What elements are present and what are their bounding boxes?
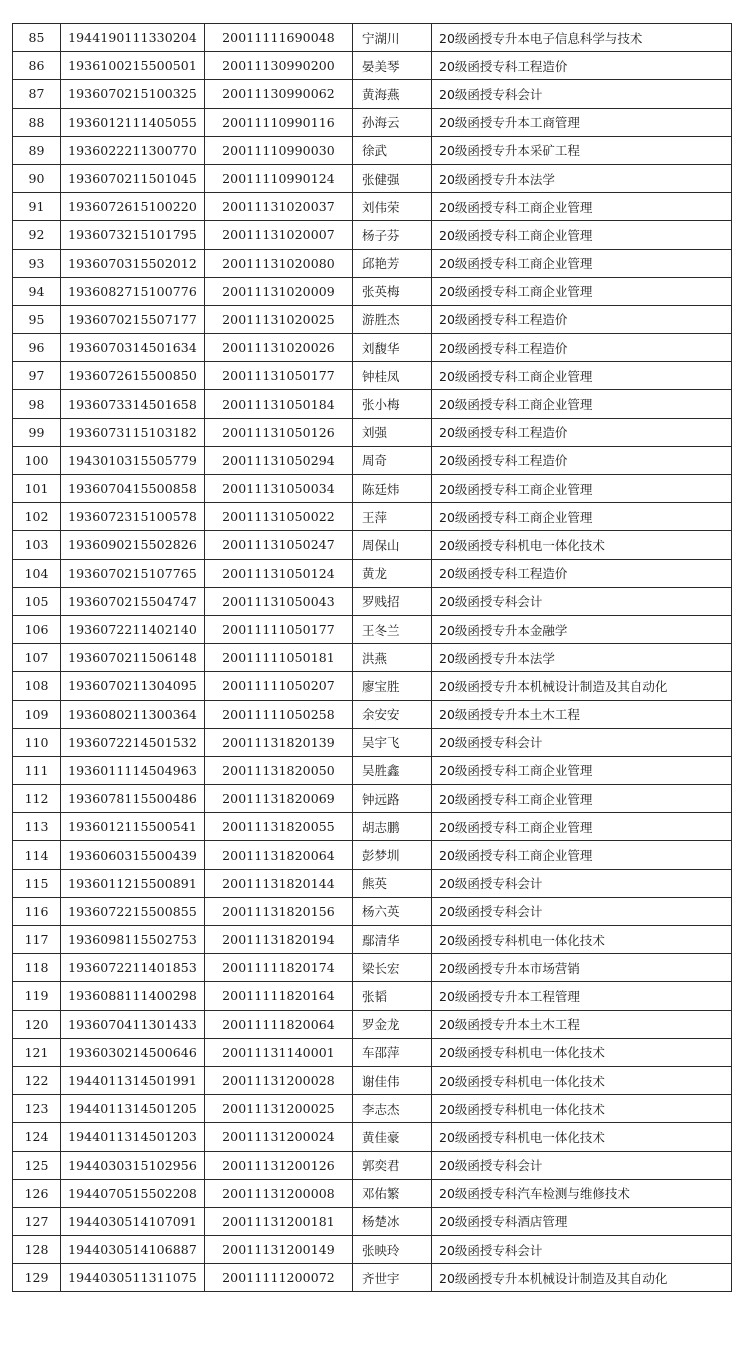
student-id-cell: 20011131050022 bbox=[204, 503, 352, 530]
student-name-cell: 张映玲 bbox=[352, 1236, 431, 1263]
program-name-cell: 20级函授专科工程造价 bbox=[431, 419, 731, 446]
program-name-cell: 20级函授专科机电一体化技术 bbox=[431, 1123, 731, 1150]
row-number-cell: 97 bbox=[12, 362, 60, 389]
row-number-cell: 106 bbox=[12, 616, 60, 643]
exam-id-cell: 1936072615500850 bbox=[60, 362, 204, 389]
exam-id-cell: 1944030514107091 bbox=[60, 1208, 204, 1235]
student-name-cell: 李志杰 bbox=[352, 1095, 431, 1122]
program-name-cell: 20级函授专科机电一体化技术 bbox=[431, 1067, 731, 1094]
exam-id-cell: 1936072211402140 bbox=[60, 616, 204, 643]
table-row bbox=[12, 165, 732, 193]
student-id-cell: 20011131820194 bbox=[204, 926, 352, 953]
exam-id-cell: 1936073115103182 bbox=[60, 419, 204, 446]
row-number-cell: 129 bbox=[12, 1264, 60, 1291]
program-name-cell: 20级函授专升本机械设计制造及其自动化 bbox=[431, 672, 731, 699]
student-id-cell: 20011111050181 bbox=[204, 644, 352, 671]
table-row bbox=[12, 1264, 732, 1292]
student-id-cell: 20011131200008 bbox=[204, 1180, 352, 1207]
student-id-cell: 20011131200025 bbox=[204, 1095, 352, 1122]
table-row bbox=[12, 306, 732, 334]
row-number-cell: 119 bbox=[12, 982, 60, 1009]
table-row bbox=[12, 1152, 732, 1180]
exam-id-cell: 1936012115500541 bbox=[60, 813, 204, 840]
program-name-cell: 20级函授专科工商企业管理 bbox=[431, 785, 731, 812]
table-row bbox=[12, 362, 732, 390]
table-row bbox=[12, 560, 732, 588]
student-name-cell: 宁湖川 bbox=[352, 24, 431, 51]
exam-id-cell: 1936070211501045 bbox=[60, 165, 204, 192]
row-number-cell: 109 bbox=[12, 701, 60, 728]
program-name-cell: 20级函授专升本金融学 bbox=[431, 616, 731, 643]
student-name-cell: 孙海云 bbox=[352, 109, 431, 136]
exam-id-cell: 1944030315102956 bbox=[60, 1152, 204, 1179]
student-id-cell: 20011131020009 bbox=[204, 278, 352, 305]
table-row bbox=[12, 926, 732, 954]
exam-id-cell: 1936078115500486 bbox=[60, 785, 204, 812]
row-number-cell: 115 bbox=[12, 870, 60, 897]
table-row bbox=[12, 701, 732, 729]
student-id-cell: 20011131140001 bbox=[204, 1039, 352, 1066]
exam-id-cell: 1936070215504747 bbox=[60, 588, 204, 615]
student-id-cell: 20011131820139 bbox=[204, 729, 352, 756]
table-row bbox=[12, 390, 732, 418]
exam-id-cell: 1936100215500501 bbox=[60, 52, 204, 79]
row-number-cell: 120 bbox=[12, 1011, 60, 1038]
table-row bbox=[12, 475, 732, 503]
program-name-cell: 20级函授专科会计 bbox=[431, 588, 731, 615]
row-number-cell: 86 bbox=[12, 52, 60, 79]
program-name-cell: 20级函授专科机电一体化技术 bbox=[431, 1039, 731, 1066]
table-row bbox=[12, 1095, 732, 1123]
table-row bbox=[12, 1123, 732, 1151]
table-row bbox=[12, 531, 732, 559]
exam-id-cell: 1936080211300364 bbox=[60, 701, 204, 728]
row-number-cell: 100 bbox=[12, 447, 60, 474]
table-row bbox=[12, 898, 732, 926]
table-row bbox=[12, 334, 732, 362]
student-id-cell: 20011111690048 bbox=[204, 24, 352, 51]
program-name-cell: 20级函授专升本土木工程 bbox=[431, 701, 731, 728]
table-row bbox=[12, 644, 732, 672]
student-name-cell: 梁长宏 bbox=[352, 954, 431, 981]
student-name-cell: 钟远路 bbox=[352, 785, 431, 812]
student-id-cell: 20011131050034 bbox=[204, 475, 352, 502]
program-name-cell: 20级函授专升本工程管理 bbox=[431, 982, 731, 1009]
exam-id-cell: 1936070215107765 bbox=[60, 560, 204, 587]
row-number-cell: 94 bbox=[12, 278, 60, 305]
program-name-cell: 20级函授专科机电一体化技术 bbox=[431, 1095, 731, 1122]
exam-id-cell: 1936030214500646 bbox=[60, 1039, 204, 1066]
student-name-cell: 杨六英 bbox=[352, 898, 431, 925]
student-name-cell: 钟桂凤 bbox=[352, 362, 431, 389]
row-number-cell: 88 bbox=[12, 109, 60, 136]
student-id-cell: 20011131200028 bbox=[204, 1067, 352, 1094]
student-id-cell: 20011131200126 bbox=[204, 1152, 352, 1179]
program-name-cell: 20级函授专科机电一体化技术 bbox=[431, 531, 731, 558]
table-row bbox=[12, 221, 732, 249]
program-name-cell: 20级函授专科工商企业管理 bbox=[431, 757, 731, 784]
exam-id-cell: 1944190111330204 bbox=[60, 24, 204, 51]
student-name-cell: 王萍 bbox=[352, 503, 431, 530]
table-row bbox=[12, 729, 732, 757]
student-id-cell: 20011111820174 bbox=[204, 954, 352, 981]
student-id-cell: 20011131050294 bbox=[204, 447, 352, 474]
student-id-cell: 20011131200181 bbox=[204, 1208, 352, 1235]
table-row bbox=[12, 616, 732, 644]
student-name-cell: 郭奕君 bbox=[352, 1152, 431, 1179]
program-name-cell: 20级函授专科工程造价 bbox=[431, 52, 731, 79]
row-number-cell: 124 bbox=[12, 1123, 60, 1150]
table-row bbox=[12, 52, 732, 80]
table-row bbox=[12, 1067, 732, 1095]
row-number-cell: 89 bbox=[12, 137, 60, 164]
exam-id-cell: 1936070211304095 bbox=[60, 672, 204, 699]
student-name-cell: 齐世宇 bbox=[352, 1264, 431, 1291]
student-id-cell: 20011131020080 bbox=[204, 250, 352, 277]
exam-id-cell: 1936070215100325 bbox=[60, 80, 204, 107]
student-name-cell: 谢佳伟 bbox=[352, 1067, 431, 1094]
row-number-cell: 122 bbox=[12, 1067, 60, 1094]
exam-id-cell: 1936070215507177 bbox=[60, 306, 204, 333]
row-number-cell: 85 bbox=[12, 24, 60, 51]
exam-id-cell: 1936088111400298 bbox=[60, 982, 204, 1009]
exam-id-cell: 1936022211300770 bbox=[60, 137, 204, 164]
row-number-cell: 103 bbox=[12, 531, 60, 558]
exam-id-cell: 1944011314501991 bbox=[60, 1067, 204, 1094]
program-name-cell: 20级函授专科工商企业管理 bbox=[431, 475, 731, 502]
student-name-cell: 吴宇飞 bbox=[352, 729, 431, 756]
student-name-cell: 彭梦圳 bbox=[352, 841, 431, 868]
student-id-cell: 20011111050177 bbox=[204, 616, 352, 643]
program-name-cell: 20级函授专科会计 bbox=[431, 80, 731, 107]
program-name-cell: 20级函授专科会计 bbox=[431, 1152, 731, 1179]
program-name-cell: 20级函授专科工商企业管理 bbox=[431, 362, 731, 389]
row-number-cell: 125 bbox=[12, 1152, 60, 1179]
row-number-cell: 128 bbox=[12, 1236, 60, 1263]
row-number-cell: 118 bbox=[12, 954, 60, 981]
student-name-cell: 张韬 bbox=[352, 982, 431, 1009]
exam-id-cell: 1936090215502826 bbox=[60, 531, 204, 558]
row-number-cell: 92 bbox=[12, 221, 60, 248]
student-id-cell: 20011110990030 bbox=[204, 137, 352, 164]
program-name-cell: 20级函授专科工商企业管理 bbox=[431, 221, 731, 248]
student-id-cell: 20011131050043 bbox=[204, 588, 352, 615]
exam-id-cell: 1936072215500855 bbox=[60, 898, 204, 925]
program-name-cell: 20级函授专升本土木工程 bbox=[431, 1011, 731, 1038]
student-name-cell: 张健强 bbox=[352, 165, 431, 192]
student-id-cell: 20011131820144 bbox=[204, 870, 352, 897]
student-name-cell: 胡志鹏 bbox=[352, 813, 431, 840]
row-number-cell: 123 bbox=[12, 1095, 60, 1122]
student-id-cell: 20011131020026 bbox=[204, 334, 352, 361]
exam-id-cell: 1936011114504963 bbox=[60, 757, 204, 784]
row-number-cell: 91 bbox=[12, 193, 60, 220]
exam-id-cell: 1936070315502012 bbox=[60, 250, 204, 277]
row-number-cell: 96 bbox=[12, 334, 60, 361]
student-name-cell: 余安安 bbox=[352, 701, 431, 728]
table-row bbox=[12, 1180, 732, 1208]
student-name-cell: 刘馥华 bbox=[352, 334, 431, 361]
row-number-cell: 127 bbox=[12, 1208, 60, 1235]
exam-id-cell: 1944011314501205 bbox=[60, 1095, 204, 1122]
student-name-cell: 车邵萍 bbox=[352, 1039, 431, 1066]
exam-id-cell: 1936098115502753 bbox=[60, 926, 204, 953]
table-row bbox=[12, 447, 732, 475]
student-name-cell: 杨子芬 bbox=[352, 221, 431, 248]
student-name-cell: 吴胜鑫 bbox=[352, 757, 431, 784]
table-row bbox=[12, 419, 732, 447]
program-name-cell: 20级函授专科工商企业管理 bbox=[431, 841, 731, 868]
table-row bbox=[12, 137, 732, 165]
student-id-cell: 20011131820050 bbox=[204, 757, 352, 784]
program-name-cell: 20级函授专科工程造价 bbox=[431, 560, 731, 587]
student-name-cell: 晏美琴 bbox=[352, 52, 431, 79]
student-id-cell: 20011111050207 bbox=[204, 672, 352, 699]
row-number-cell: 126 bbox=[12, 1180, 60, 1207]
exam-id-cell: 1936070314501634 bbox=[60, 334, 204, 361]
program-name-cell: 20级函授专科会计 bbox=[431, 1236, 731, 1263]
row-number-cell: 113 bbox=[12, 813, 60, 840]
row-number-cell: 101 bbox=[12, 475, 60, 502]
student-id-cell: 20011110990124 bbox=[204, 165, 352, 192]
exam-id-cell: 1936082715100776 bbox=[60, 278, 204, 305]
student-id-cell: 20011131050177 bbox=[204, 362, 352, 389]
student-name-cell: 鄢清华 bbox=[352, 926, 431, 953]
row-number-cell: 117 bbox=[12, 926, 60, 953]
program-name-cell: 20级函授专科工商企业管理 bbox=[431, 193, 731, 220]
student-name-cell: 张小梅 bbox=[352, 390, 431, 417]
row-number-cell: 114 bbox=[12, 841, 60, 868]
student-id-cell: 20011131820156 bbox=[204, 898, 352, 925]
program-name-cell: 20级函授专升本机械设计制造及其自动化 bbox=[431, 1264, 731, 1291]
exam-id-cell: 1936073215101795 bbox=[60, 221, 204, 248]
student-name-cell: 黄海燕 bbox=[352, 80, 431, 107]
row-number-cell: 87 bbox=[12, 80, 60, 107]
exam-id-cell: 1936072615100220 bbox=[60, 193, 204, 220]
program-name-cell: 20级函授专科会计 bbox=[431, 729, 731, 756]
row-number-cell: 121 bbox=[12, 1039, 60, 1066]
table-row bbox=[12, 982, 732, 1010]
exam-id-cell: 1944030511311075 bbox=[60, 1264, 204, 1291]
row-number-cell: 90 bbox=[12, 165, 60, 192]
student-name-cell: 王冬兰 bbox=[352, 616, 431, 643]
table-row bbox=[12, 109, 732, 137]
table-row bbox=[12, 193, 732, 221]
table-row bbox=[12, 1236, 732, 1264]
student-id-cell: 20011131020037 bbox=[204, 193, 352, 220]
table-row bbox=[12, 278, 732, 306]
row-number-cell: 111 bbox=[12, 757, 60, 784]
student-name-cell: 黄佳豪 bbox=[352, 1123, 431, 1150]
program-name-cell: 20级函授专科机电一体化技术 bbox=[431, 926, 731, 953]
exam-id-cell: 1936070415500858 bbox=[60, 475, 204, 502]
program-name-cell: 20级函授专科工程造价 bbox=[431, 334, 731, 361]
program-name-cell: 20级函授专科汽车检测与维修技术 bbox=[431, 1180, 731, 1207]
student-name-cell: 刘强 bbox=[352, 419, 431, 446]
exam-id-cell: 1936072211401853 bbox=[60, 954, 204, 981]
exam-id-cell: 1936073314501658 bbox=[60, 390, 204, 417]
row-number-cell: 98 bbox=[12, 390, 60, 417]
program-name-cell: 20级函授专科工程造价 bbox=[431, 447, 731, 474]
table-row bbox=[12, 785, 732, 813]
row-number-cell: 110 bbox=[12, 729, 60, 756]
student-id-cell: 20011131050184 bbox=[204, 390, 352, 417]
program-name-cell: 20级函授专科工商企业管理 bbox=[431, 278, 731, 305]
student-name-cell: 廖宝胜 bbox=[352, 672, 431, 699]
row-number-cell: 104 bbox=[12, 560, 60, 587]
student-id-cell: 20011131050247 bbox=[204, 531, 352, 558]
student-name-cell: 邱艳芳 bbox=[352, 250, 431, 277]
student-id-cell: 20011131820055 bbox=[204, 813, 352, 840]
program-name-cell: 20级函授专升本电子信息科学与技术 bbox=[431, 24, 731, 51]
student-name-cell: 洪燕 bbox=[352, 644, 431, 671]
table-row bbox=[12, 1208, 732, 1236]
program-name-cell: 20级函授专科工商企业管理 bbox=[431, 390, 731, 417]
exam-id-cell: 1943010315505779 bbox=[60, 447, 204, 474]
row-number-cell: 93 bbox=[12, 250, 60, 277]
student-name-cell: 周保山 bbox=[352, 531, 431, 558]
student-name-cell: 周奇 bbox=[352, 447, 431, 474]
table-row bbox=[12, 1011, 732, 1039]
program-name-cell: 20级函授专科工商企业管理 bbox=[431, 503, 731, 530]
table-row bbox=[12, 24, 732, 52]
exam-id-cell: 1936012111405055 bbox=[60, 109, 204, 136]
student-id-cell: 20011131050126 bbox=[204, 419, 352, 446]
program-name-cell: 20级函授专科工商企业管理 bbox=[431, 250, 731, 277]
table-row bbox=[12, 250, 732, 278]
student-id-cell: 20011110990116 bbox=[204, 109, 352, 136]
exam-id-cell: 1936011215500891 bbox=[60, 870, 204, 897]
table-row bbox=[12, 588, 732, 616]
exam-id-cell: 1936060315500439 bbox=[60, 841, 204, 868]
program-name-cell: 20级函授专升本法学 bbox=[431, 165, 731, 192]
student-id-cell: 20011131020007 bbox=[204, 221, 352, 248]
student-name-cell: 杨楚冰 bbox=[352, 1208, 431, 1235]
student-id-cell: 20011111050258 bbox=[204, 701, 352, 728]
table-row bbox=[12, 672, 732, 700]
student-name-cell: 熊英 bbox=[352, 870, 431, 897]
row-number-cell: 105 bbox=[12, 588, 60, 615]
table-row bbox=[12, 503, 732, 531]
program-name-cell: 20级函授专升本法学 bbox=[431, 644, 731, 671]
table-row bbox=[12, 80, 732, 108]
exam-id-cell: 1936070211506148 bbox=[60, 644, 204, 671]
row-number-cell: 95 bbox=[12, 306, 60, 333]
program-name-cell: 20级函授专科工程造价 bbox=[431, 306, 731, 333]
exam-id-cell: 1936070411301433 bbox=[60, 1011, 204, 1038]
row-number-cell: 116 bbox=[12, 898, 60, 925]
program-name-cell: 20级函授专科会计 bbox=[431, 870, 731, 897]
program-name-cell: 20级函授专升本工商管理 bbox=[431, 109, 731, 136]
row-number-cell: 112 bbox=[12, 785, 60, 812]
exam-id-cell: 1944030514106887 bbox=[60, 1236, 204, 1263]
student-id-cell: 20011130990200 bbox=[204, 52, 352, 79]
table-row bbox=[12, 757, 732, 785]
table-row bbox=[12, 954, 732, 982]
student-name-cell: 罗贱招 bbox=[352, 588, 431, 615]
row-number-cell: 107 bbox=[12, 644, 60, 671]
row-number-cell: 102 bbox=[12, 503, 60, 530]
exam-id-cell: 1944070515502208 bbox=[60, 1180, 204, 1207]
student-name-cell: 刘伟荣 bbox=[352, 193, 431, 220]
program-name-cell: 20级函授专升本采矿工程 bbox=[431, 137, 731, 164]
student-id-cell: 20011111820064 bbox=[204, 1011, 352, 1038]
table-row bbox=[12, 870, 732, 898]
table-row bbox=[12, 813, 732, 841]
student-id-cell: 20011131200149 bbox=[204, 1236, 352, 1263]
student-id-cell: 20011131020025 bbox=[204, 306, 352, 333]
table-row bbox=[12, 1039, 732, 1067]
program-name-cell: 20级函授专科工商企业管理 bbox=[431, 813, 731, 840]
table-row bbox=[12, 841, 732, 869]
row-number-cell: 108 bbox=[12, 672, 60, 699]
student-id-cell: 20011131200024 bbox=[204, 1123, 352, 1150]
student-id-cell: 20011131820069 bbox=[204, 785, 352, 812]
student-name-cell: 陈廷炜 bbox=[352, 475, 431, 502]
student-name-cell: 罗金龙 bbox=[352, 1011, 431, 1038]
student-id-cell: 20011130990062 bbox=[204, 80, 352, 107]
student-id-cell: 20011111820164 bbox=[204, 982, 352, 1009]
student-id-cell: 20011131820064 bbox=[204, 841, 352, 868]
program-name-cell: 20级函授专科会计 bbox=[431, 898, 731, 925]
row-number-cell: 99 bbox=[12, 419, 60, 446]
student-name-cell: 邓佑繁 bbox=[352, 1180, 431, 1207]
student-name-cell: 黄龙 bbox=[352, 560, 431, 587]
exam-id-cell: 1936072214501532 bbox=[60, 729, 204, 756]
exam-id-cell: 1944011314501203 bbox=[60, 1123, 204, 1150]
student-name-cell: 徐武 bbox=[352, 137, 431, 164]
student-id-cell: 20011131050124 bbox=[204, 560, 352, 587]
exam-id-cell: 1936072315100578 bbox=[60, 503, 204, 530]
student-list-table bbox=[12, 23, 732, 1292]
student-id-cell: 20011111200072 bbox=[204, 1264, 352, 1291]
program-name-cell: 20级函授专升本市场营销 bbox=[431, 954, 731, 981]
student-name-cell: 张英梅 bbox=[352, 278, 431, 305]
program-name-cell: 20级函授专科酒店管理 bbox=[431, 1208, 731, 1235]
student-name-cell: 游胜杰 bbox=[352, 306, 431, 333]
